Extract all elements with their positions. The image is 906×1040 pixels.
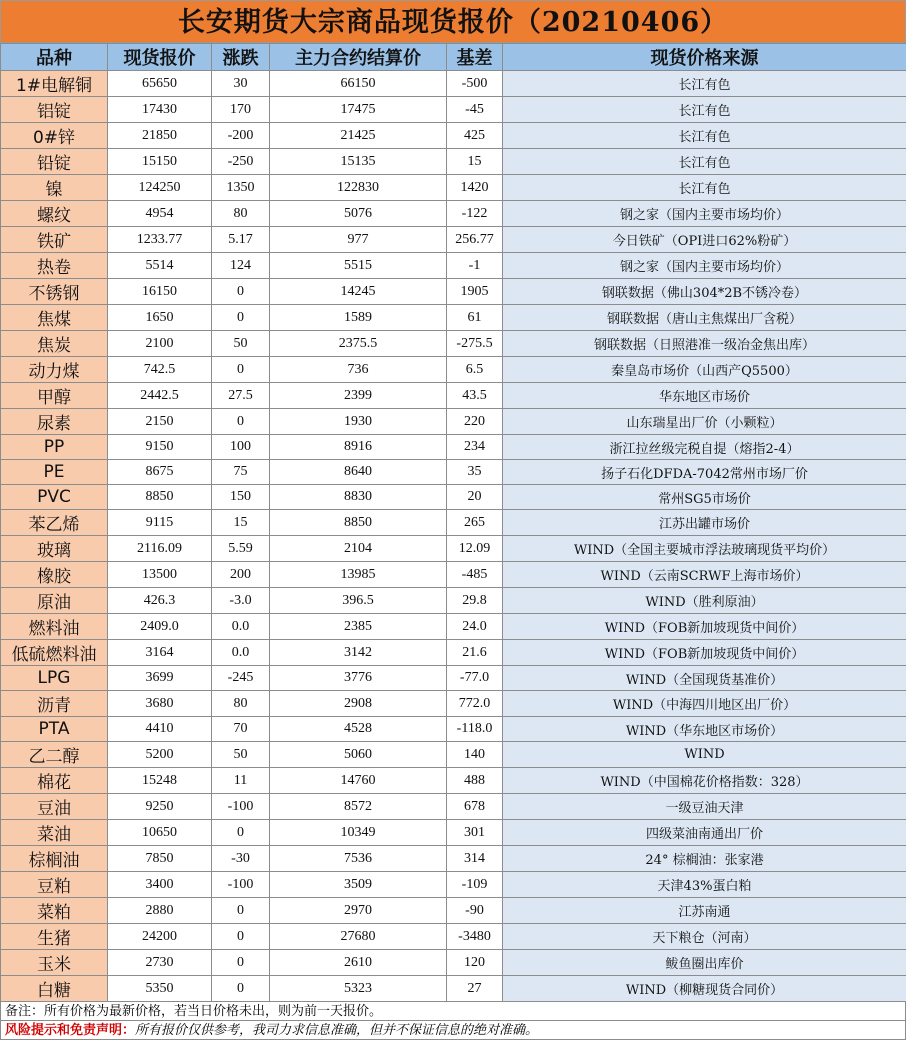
settlement-cell: 13985 xyxy=(270,562,447,588)
change-cell: 0 xyxy=(212,279,270,305)
basis-cell: -485 xyxy=(447,562,503,588)
table-row xyxy=(1,742,906,768)
change-cell: 5.59 xyxy=(212,536,270,562)
spot-price-cell: 16150 xyxy=(108,279,212,305)
settlement-cell: 27680 xyxy=(270,924,447,950)
table-row xyxy=(1,175,906,201)
source-cell: WIND（云南SCRWF上海市场价） xyxy=(503,562,906,588)
spot-price-cell: 13500 xyxy=(108,562,212,588)
commodity-cell: 橡胶 xyxy=(1,562,108,588)
change-cell: 170 xyxy=(212,97,270,123)
settlement-cell: 7536 xyxy=(270,846,447,872)
basis-cell: 772.0 xyxy=(447,691,503,717)
source-cell: WIND（柳糖现货合同价） xyxy=(503,976,906,1002)
source-cell: 长江有色 xyxy=(503,175,906,201)
change-cell: 11 xyxy=(212,768,270,794)
change-cell: 70 xyxy=(212,717,270,742)
change-cell: 0 xyxy=(212,305,270,331)
table-row xyxy=(1,950,906,976)
spot-price-cell: 4410 xyxy=(108,717,212,742)
table-row xyxy=(1,794,906,820)
basis-cell: -118.0 xyxy=(447,717,503,742)
basis-cell: 12.09 xyxy=(447,536,503,562)
commodity-cell: 玉米 xyxy=(1,950,108,976)
spot-price-cell: 2409.0 xyxy=(108,614,212,640)
table-row xyxy=(1,536,906,562)
table-row xyxy=(1,71,906,97)
settlement-cell: 5076 xyxy=(270,201,447,227)
basis-cell: 29.8 xyxy=(447,588,503,614)
commodity-cell: 焦炭 xyxy=(1,331,108,357)
spot-price-cell: 3699 xyxy=(108,666,212,691)
spot-price-cell: 426.3 xyxy=(108,588,212,614)
table-row xyxy=(1,253,906,279)
settlement-cell: 2385 xyxy=(270,614,447,640)
source-cell: 天下粮仓（河南） xyxy=(503,924,906,950)
spot-price-cell: 5350 xyxy=(108,976,212,1002)
settlement-cell: 2104 xyxy=(270,536,447,562)
change-cell: 0 xyxy=(212,898,270,924)
spot-price-cell: 2100 xyxy=(108,331,212,357)
spot-price-cell: 10650 xyxy=(108,820,212,846)
spot-price-cell: 17430 xyxy=(108,97,212,123)
source-cell: 钢之家（国内主要市场均价） xyxy=(503,253,906,279)
source-cell: 华东地区市场价 xyxy=(503,383,906,409)
basis-cell: -109 xyxy=(447,872,503,898)
settlement-cell: 15135 xyxy=(270,149,447,175)
basis-cell: 120 xyxy=(447,950,503,976)
table-row xyxy=(1,279,906,305)
settlement-cell: 396.5 xyxy=(270,588,447,614)
table-header xyxy=(1,44,906,71)
change-cell: 0 xyxy=(212,950,270,976)
source-cell: 今日铁矿（OPI进口62%粉矿） xyxy=(503,227,906,253)
change-cell: 0 xyxy=(212,820,270,846)
spot-price-cell: 4954 xyxy=(108,201,212,227)
commodity-cell: PE xyxy=(1,460,108,485)
change-cell: -3.0 xyxy=(212,588,270,614)
change-cell: 80 xyxy=(212,691,270,717)
commodity-cell: 1#电解铜 xyxy=(1,71,108,97)
commodity-cell: 乙二醇 xyxy=(1,742,108,768)
basis-cell: 43.5 xyxy=(447,383,503,409)
change-cell: 200 xyxy=(212,562,270,588)
source-cell: 长江有色 xyxy=(503,123,906,149)
change-cell: -100 xyxy=(212,794,270,820)
settlement-cell: 977 xyxy=(270,227,447,253)
basis-cell: -275.5 xyxy=(447,331,503,357)
table-row xyxy=(1,227,906,253)
basis-cell: 35 xyxy=(447,460,503,485)
commodity-cell: 沥青 xyxy=(1,691,108,717)
change-cell: 50 xyxy=(212,331,270,357)
commodity-cell: 玻璃 xyxy=(1,536,108,562)
settlement-cell: 3776 xyxy=(270,666,447,691)
table-row xyxy=(1,846,906,872)
settlement-cell: 4528 xyxy=(270,717,447,742)
change-cell: -245 xyxy=(212,666,270,691)
basis-cell: 265 xyxy=(447,510,503,536)
commodity-cell: PTA xyxy=(1,717,108,742)
spot-price-cell: 8850 xyxy=(108,485,212,510)
source-cell: WIND（华东地区市场价） xyxy=(503,717,906,742)
change-cell: 124 xyxy=(212,253,270,279)
table-row xyxy=(1,666,906,691)
basis-cell: 61 xyxy=(447,305,503,331)
basis-cell: 1905 xyxy=(447,279,503,305)
spot-price-cell: 3680 xyxy=(108,691,212,717)
commodity-cell: 苯乙烯 xyxy=(1,510,108,536)
change-cell: -100 xyxy=(212,872,270,898)
commodity-cell: 豆油 xyxy=(1,794,108,820)
source-cell: 长江有色 xyxy=(503,149,906,175)
commodity-cell: 镍 xyxy=(1,175,108,201)
spot-price-cell: 5200 xyxy=(108,742,212,768)
change-cell: 0.0 xyxy=(212,614,270,640)
basis-cell: 314 xyxy=(447,846,503,872)
spot-price-cell: 124250 xyxy=(108,175,212,201)
commodity-cell: 0#锌 xyxy=(1,123,108,149)
settlement-cell: 17475 xyxy=(270,97,447,123)
change-cell: 0 xyxy=(212,924,270,950)
settlement-cell: 736 xyxy=(270,357,447,383)
basis-cell: 678 xyxy=(447,794,503,820)
change-cell: 50 xyxy=(212,742,270,768)
commodity-cell: PP xyxy=(1,435,108,460)
settlement-cell: 2375.5 xyxy=(270,331,447,357)
commodity-cell: PVC xyxy=(1,485,108,510)
table-row xyxy=(1,435,906,460)
spot-price-cell: 3164 xyxy=(108,640,212,666)
table-row xyxy=(1,614,906,640)
table-row xyxy=(1,460,906,485)
source-cell: WIND（中国棉花价格指数：328） xyxy=(503,768,906,794)
source-cell: 山东瑞星出厂价（小颗粒） xyxy=(503,409,906,435)
basis-cell: 24.0 xyxy=(447,614,503,640)
spot-price-cell: 2730 xyxy=(108,950,212,976)
source-cell: WIND xyxy=(503,742,906,768)
basis-cell: 425 xyxy=(447,123,503,149)
table-body xyxy=(1,71,906,1002)
settlement-cell: 2399 xyxy=(270,383,447,409)
basis-cell: -500 xyxy=(447,71,503,97)
source-cell: WIND（中海四川地区出厂价） xyxy=(503,691,906,717)
spot-price-cell: 9115 xyxy=(108,510,212,536)
source-cell: 长江有色 xyxy=(503,97,906,123)
source-cell: WIND（全国主要城市浮法玻璃现货平均价） xyxy=(503,536,906,562)
source-cell: 四级菜油南通出厂价 xyxy=(503,820,906,846)
settlement-cell: 8640 xyxy=(270,460,447,485)
footer-disclaimer xyxy=(0,1021,906,1040)
commodity-cell: 铝锭 xyxy=(1,97,108,123)
change-cell: 1350 xyxy=(212,175,270,201)
source-cell: WIND（全国现货基准价） xyxy=(503,666,906,691)
source-cell: 钢联数据（唐山主焦煤出厂含税） xyxy=(503,305,906,331)
spot-price-cell: 2880 xyxy=(108,898,212,924)
commodity-cell: 棕榈油 xyxy=(1,846,108,872)
settlement-cell: 2610 xyxy=(270,950,447,976)
basis-cell: 6.5 xyxy=(447,357,503,383)
basis-cell: 234 xyxy=(447,435,503,460)
commodity-cell: 生猪 xyxy=(1,924,108,950)
source-cell: 钢联数据（日照港准一级冶金焦出库） xyxy=(503,331,906,357)
change-cell: 75 xyxy=(212,460,270,485)
table-row xyxy=(1,149,906,175)
change-cell: 0 xyxy=(212,357,270,383)
spot-price-cell: 65650 xyxy=(108,71,212,97)
settlement-cell: 21425 xyxy=(270,123,447,149)
column-header-basis: 基差 xyxy=(447,44,503,71)
commodity-cell: 尿素 xyxy=(1,409,108,435)
spot-price-cell: 2116.09 xyxy=(108,536,212,562)
page-title: 长安期货大宗商品现货报价（20210406） xyxy=(0,0,906,43)
table-row xyxy=(1,562,906,588)
basis-cell: -45 xyxy=(447,97,503,123)
change-cell: -30 xyxy=(212,846,270,872)
commodity-cell: 低硫燃料油 xyxy=(1,640,108,666)
basis-cell: 488 xyxy=(447,768,503,794)
basis-cell: -1 xyxy=(447,253,503,279)
source-cell: 江苏南通 xyxy=(503,898,906,924)
commodity-cell: 螺纹 xyxy=(1,201,108,227)
basis-cell: -3480 xyxy=(447,924,503,950)
basis-cell: -90 xyxy=(447,898,503,924)
spot-price-cell: 2150 xyxy=(108,409,212,435)
basis-cell: 301 xyxy=(447,820,503,846)
basis-cell: 220 xyxy=(447,409,503,435)
table-row xyxy=(1,331,906,357)
change-cell: -250 xyxy=(212,149,270,175)
spot-price-cell: 2442.5 xyxy=(108,383,212,409)
change-cell: 0 xyxy=(212,976,270,1002)
spot-price-cell: 1233.77 xyxy=(108,227,212,253)
change-cell: 150 xyxy=(212,485,270,510)
settlement-cell: 3509 xyxy=(270,872,447,898)
source-cell: 钢联数据（佛山304*2B不锈冷卷） xyxy=(503,279,906,305)
basis-cell: 21.6 xyxy=(447,640,503,666)
settlement-cell: 1930 xyxy=(270,409,447,435)
spot-price-cell: 24200 xyxy=(108,924,212,950)
commodity-cell: 棉花 xyxy=(1,768,108,794)
commodity-cell: 原油 xyxy=(1,588,108,614)
settlement-cell: 8572 xyxy=(270,794,447,820)
source-cell: 扬子石化DFDA-7042常州市场厂价 xyxy=(503,460,906,485)
settlement-cell: 5323 xyxy=(270,976,447,1002)
column-header-spot-price: 现货报价 xyxy=(108,44,212,71)
source-cell: 常州SG5市场价 xyxy=(503,485,906,510)
table-row xyxy=(1,383,906,409)
commodity-cell: 菜粕 xyxy=(1,898,108,924)
change-cell: -200 xyxy=(212,123,270,149)
settlement-cell: 122830 xyxy=(270,175,447,201)
commodity-cell: 热卷 xyxy=(1,253,108,279)
column-header-change: 涨跌 xyxy=(212,44,270,71)
spot-price-cell: 21850 xyxy=(108,123,212,149)
table-row xyxy=(1,872,906,898)
risk-text: 所有报价仅供参考，我司力求信息准确，但并不保证信息的绝对准确。 xyxy=(135,1023,538,1038)
footer-note: 备注：所有价格为最新价格，若当日价格未出，则为前一天报价。 xyxy=(0,1002,906,1021)
table-row xyxy=(1,201,906,227)
commodity-cell: 燃料油 xyxy=(1,614,108,640)
table-row xyxy=(1,924,906,950)
commodity-cell: 豆粕 xyxy=(1,872,108,898)
change-cell: 0.0 xyxy=(212,640,270,666)
spot-price-cell: 7850 xyxy=(108,846,212,872)
settlement-cell: 1589 xyxy=(270,305,447,331)
change-cell: 15 xyxy=(212,510,270,536)
table-row xyxy=(1,976,906,1002)
table-row xyxy=(1,97,906,123)
table-row xyxy=(1,485,906,510)
basis-cell: 27 xyxy=(447,976,503,1002)
spot-price-cell: 9150 xyxy=(108,435,212,460)
table-row xyxy=(1,717,906,742)
settlement-cell: 8830 xyxy=(270,485,447,510)
change-cell: 30 xyxy=(212,71,270,97)
spot-price-cell: 3400 xyxy=(108,872,212,898)
settlement-cell: 10349 xyxy=(270,820,447,846)
table-row xyxy=(1,640,906,666)
table-row xyxy=(1,510,906,536)
spot-price-cell: 742.5 xyxy=(108,357,212,383)
source-cell: 江苏出罐市场价 xyxy=(503,510,906,536)
risk-label: 风险提示和免责声明： xyxy=(5,1023,135,1038)
commodity-cell: 铅锭 xyxy=(1,149,108,175)
source-cell: 浙江拉丝级完税自提（熔指2-4） xyxy=(503,435,906,460)
settlement-cell: 8916 xyxy=(270,435,447,460)
settlement-cell: 5515 xyxy=(270,253,447,279)
change-cell: 80 xyxy=(212,201,270,227)
change-cell: 100 xyxy=(212,435,270,460)
settlement-cell: 14760 xyxy=(270,768,447,794)
header-row xyxy=(1,44,906,71)
basis-cell: 256.77 xyxy=(447,227,503,253)
settlement-cell: 8850 xyxy=(270,510,447,536)
basis-cell: -77.0 xyxy=(447,666,503,691)
table-row xyxy=(1,898,906,924)
commodity-cell: 焦煤 xyxy=(1,305,108,331)
change-cell: 5.17 xyxy=(212,227,270,253)
source-cell: 天津43%蛋白粕 xyxy=(503,872,906,898)
source-cell: 秦皇岛市场价（山西产Q5500） xyxy=(503,357,906,383)
table-row xyxy=(1,357,906,383)
table-row xyxy=(1,691,906,717)
table-row xyxy=(1,123,906,149)
commodity-cell: 不锈钢 xyxy=(1,279,108,305)
column-header-commodity: 品种 xyxy=(1,44,108,71)
settlement-cell: 5060 xyxy=(270,742,447,768)
price-table xyxy=(0,43,906,1002)
spot-price-cell: 8675 xyxy=(108,460,212,485)
table-row xyxy=(1,768,906,794)
source-cell: 长江有色 xyxy=(503,71,906,97)
spot-price-cell: 5514 xyxy=(108,253,212,279)
source-cell: WIND（胜利原油） xyxy=(503,588,906,614)
table-row xyxy=(1,820,906,846)
settlement-cell: 2970 xyxy=(270,898,447,924)
column-header-source: 现货价格来源 xyxy=(503,44,906,71)
change-cell: 27.5 xyxy=(212,383,270,409)
commodity-cell: LPG xyxy=(1,666,108,691)
settlement-cell: 66150 xyxy=(270,71,447,97)
commodity-cell: 甲醇 xyxy=(1,383,108,409)
basis-cell: -122 xyxy=(447,201,503,227)
basis-cell: 140 xyxy=(447,742,503,768)
settlement-cell: 14245 xyxy=(270,279,447,305)
change-cell: 0 xyxy=(212,409,270,435)
source-cell: WIND（FOB新加坡现货中间价） xyxy=(503,640,906,666)
source-cell: WIND（FOB新加坡现货中间价） xyxy=(503,614,906,640)
commodity-cell: 菜油 xyxy=(1,820,108,846)
source-cell: 一级豆油天津 xyxy=(503,794,906,820)
spot-price-cell: 15248 xyxy=(108,768,212,794)
spot-price-cell: 9250 xyxy=(108,794,212,820)
basis-cell: 20 xyxy=(447,485,503,510)
spot-price-cell: 1650 xyxy=(108,305,212,331)
spot-price-cell: 15150 xyxy=(108,149,212,175)
settlement-cell: 3142 xyxy=(270,640,447,666)
source-cell: 24° 棕榈油：张家港 xyxy=(503,846,906,872)
commodity-cell: 动力煤 xyxy=(1,357,108,383)
source-cell: 鲅鱼圈出库价 xyxy=(503,950,906,976)
basis-cell: 1420 xyxy=(447,175,503,201)
settlement-cell: 2908 xyxy=(270,691,447,717)
basis-cell: 15 xyxy=(447,149,503,175)
column-header-settlement: 主力合约结算价 xyxy=(270,44,447,71)
table-row xyxy=(1,588,906,614)
source-cell: 钢之家（国内主要市场均价） xyxy=(503,201,906,227)
commodity-cell: 铁矿 xyxy=(1,227,108,253)
table-row xyxy=(1,305,906,331)
commodity-cell: 白糖 xyxy=(1,976,108,1002)
table-row xyxy=(1,409,906,435)
